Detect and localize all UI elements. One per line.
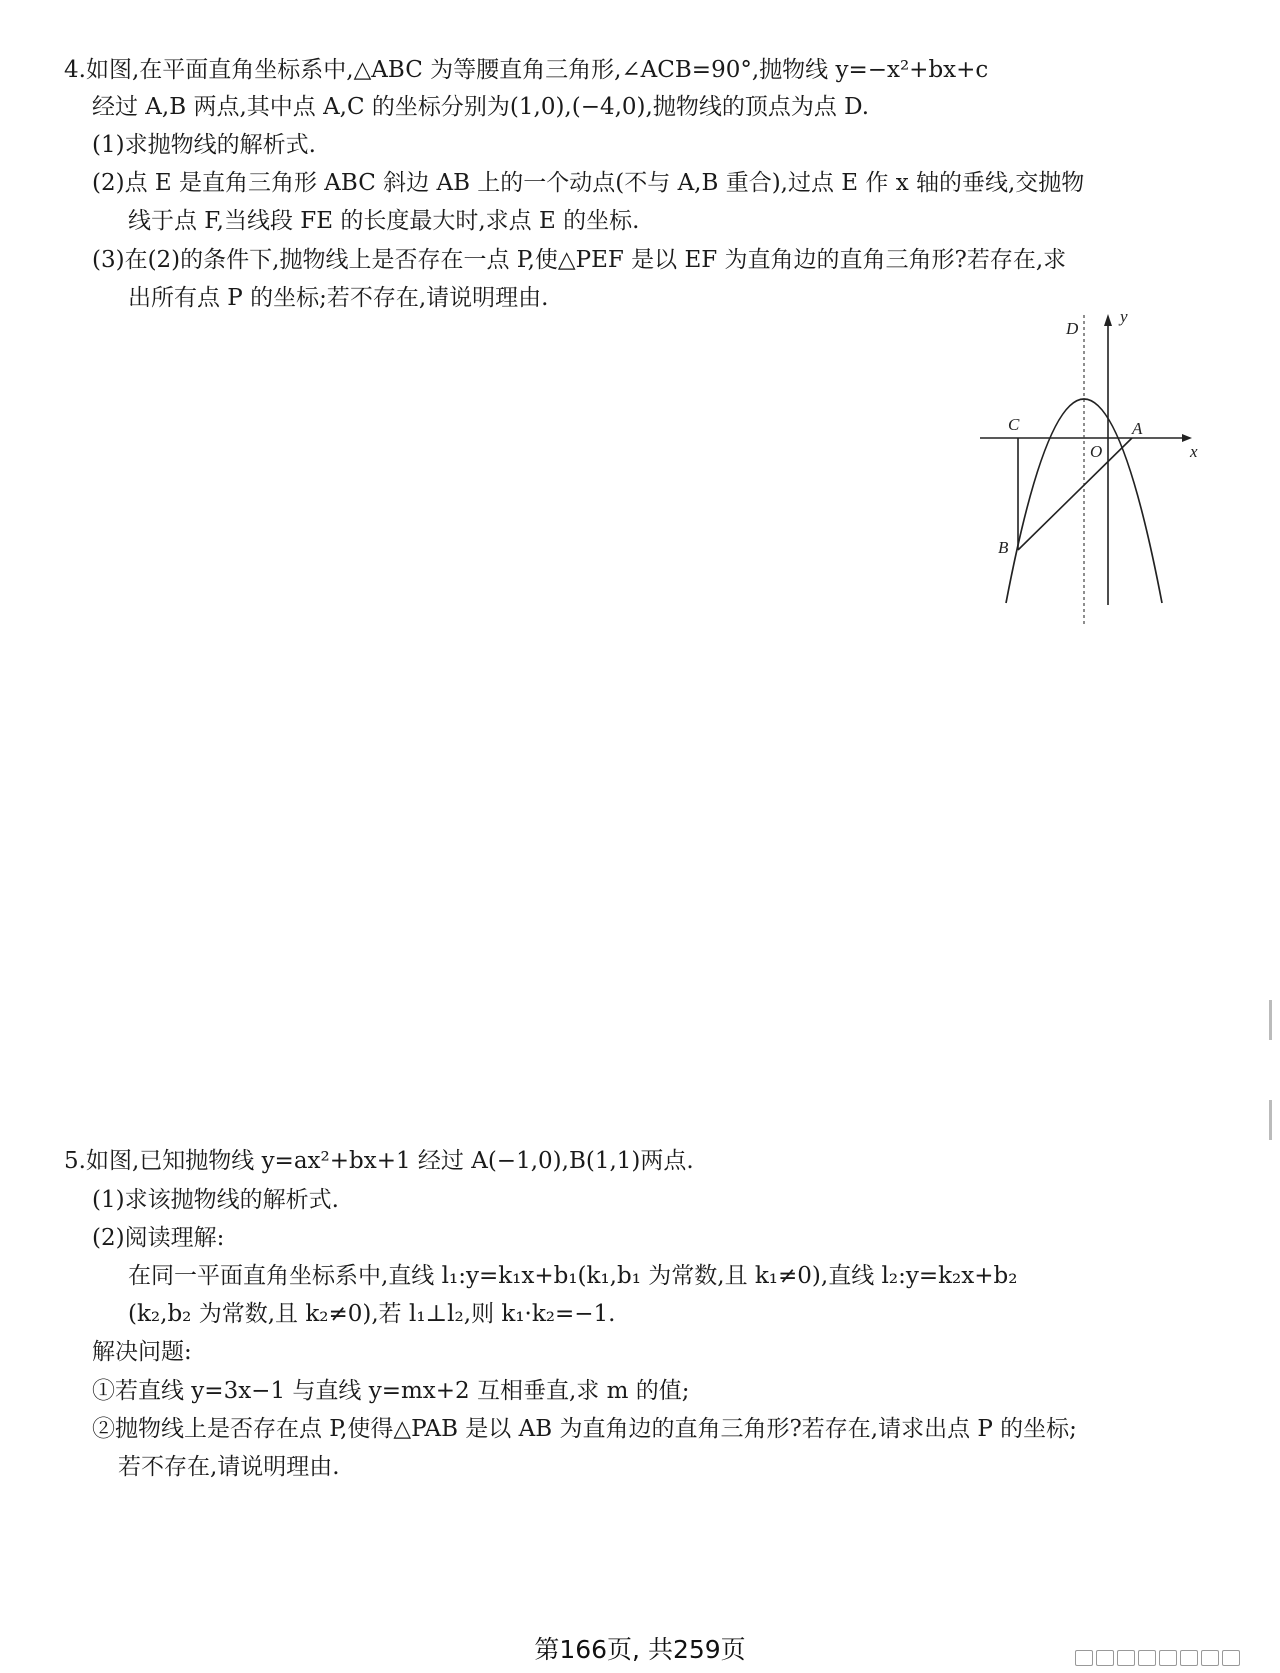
q4-part1: (1)求抛物线的解析式. xyxy=(92,132,316,158)
scan-edge-mark xyxy=(1269,1000,1272,1040)
q4-line1: 4.如图,在平面直角坐标系中,△ABC 为等腰直角三角形,∠ACB=90°,抛物线 y=−x²+bx+c xyxy=(64,57,989,83)
label-y: y xyxy=(1120,307,1128,326)
q4-part3-b: 出所有点 P 的坐标;若不存在,请说明理由. xyxy=(128,285,549,311)
q5-reading-1: 在同一平面直角坐标系中,直线 l₁:y=k₁x+b₁(k₁,b₁ 为常数,且 k₁≠0),直线 l₂:y=k₂x+b₂ xyxy=(128,1263,1018,1289)
q4-part3-a: (3)在(2)的条件下,抛物线上是否存在一点 P,使△PEF 是以 EF 为直角边的直角三角形?若存在,求 xyxy=(92,247,1067,273)
page-footer: 第166页, 共259页 xyxy=(534,1635,746,1664)
page-tab xyxy=(1117,1650,1135,1666)
page-tab xyxy=(1096,1650,1114,1666)
label-c: C xyxy=(1008,415,1020,434)
page-tab xyxy=(1075,1650,1093,1666)
q5-solve-2-b: 若不存在,请说明理由. xyxy=(118,1454,340,1480)
page-tab xyxy=(1159,1650,1177,1666)
q5-reading-2: (k₂,b₂ 为常数,且 k₂≠0),若 l₁⊥l₂,则 k₁·k₂=−1. xyxy=(128,1301,616,1327)
scan-edge-mark xyxy=(1269,1100,1272,1140)
label-x: x xyxy=(1190,442,1198,461)
q5-part1: (1)求该抛物线的解析式. xyxy=(92,1187,339,1213)
q4-part2-b: 线于点 F,当线段 FE 的长度最大时,求点 E 的坐标. xyxy=(128,208,640,234)
y-axis-arrow xyxy=(1104,314,1112,326)
segment-ab xyxy=(1018,438,1132,550)
x-axis-arrow xyxy=(1182,434,1192,442)
label-a: A xyxy=(1132,419,1143,438)
page-tab xyxy=(1201,1650,1219,1666)
q5-solve-heading: 解决问题: xyxy=(92,1339,192,1365)
page-tabs xyxy=(1075,1650,1265,1664)
label-d: D xyxy=(1066,319,1079,338)
q4-part2-a: (2)点 E 是直角三角形 ABC 斜边 AB 上的一个动点(不与 A,B 重合),过点 E 作 x 轴的垂线,交抛物 xyxy=(92,170,1085,196)
label-o: O xyxy=(1090,442,1103,461)
q5-part2: (2)阅读理解: xyxy=(92,1225,225,1251)
q4-figure xyxy=(980,307,1220,670)
page-tab xyxy=(1180,1650,1198,1666)
label-b: B xyxy=(998,538,1009,557)
q5-line1: 5.如图,已知抛物线 y=ax²+bx+1 经过 A(−1,0),B(1,1)两点. xyxy=(64,1148,694,1174)
q4-line2: 经过 A,B 两点,其中点 A,C 的坐标分别为(1,0),(−4,0),抛物线的顶点为点 D. xyxy=(92,94,870,120)
page-tab xyxy=(1222,1650,1240,1666)
q5-solve-1: ①若直线 y=3x−1 与直线 y=mx+2 互相垂直,求 m 的值; xyxy=(92,1378,690,1404)
q5-solve-2-a: ②抛物线上是否存在点 P,使得△PAB 是以 AB 为直角边的直角三角形?若存在,请求出点 P 的坐标; xyxy=(92,1416,1077,1442)
page-tab xyxy=(1138,1650,1156,1666)
